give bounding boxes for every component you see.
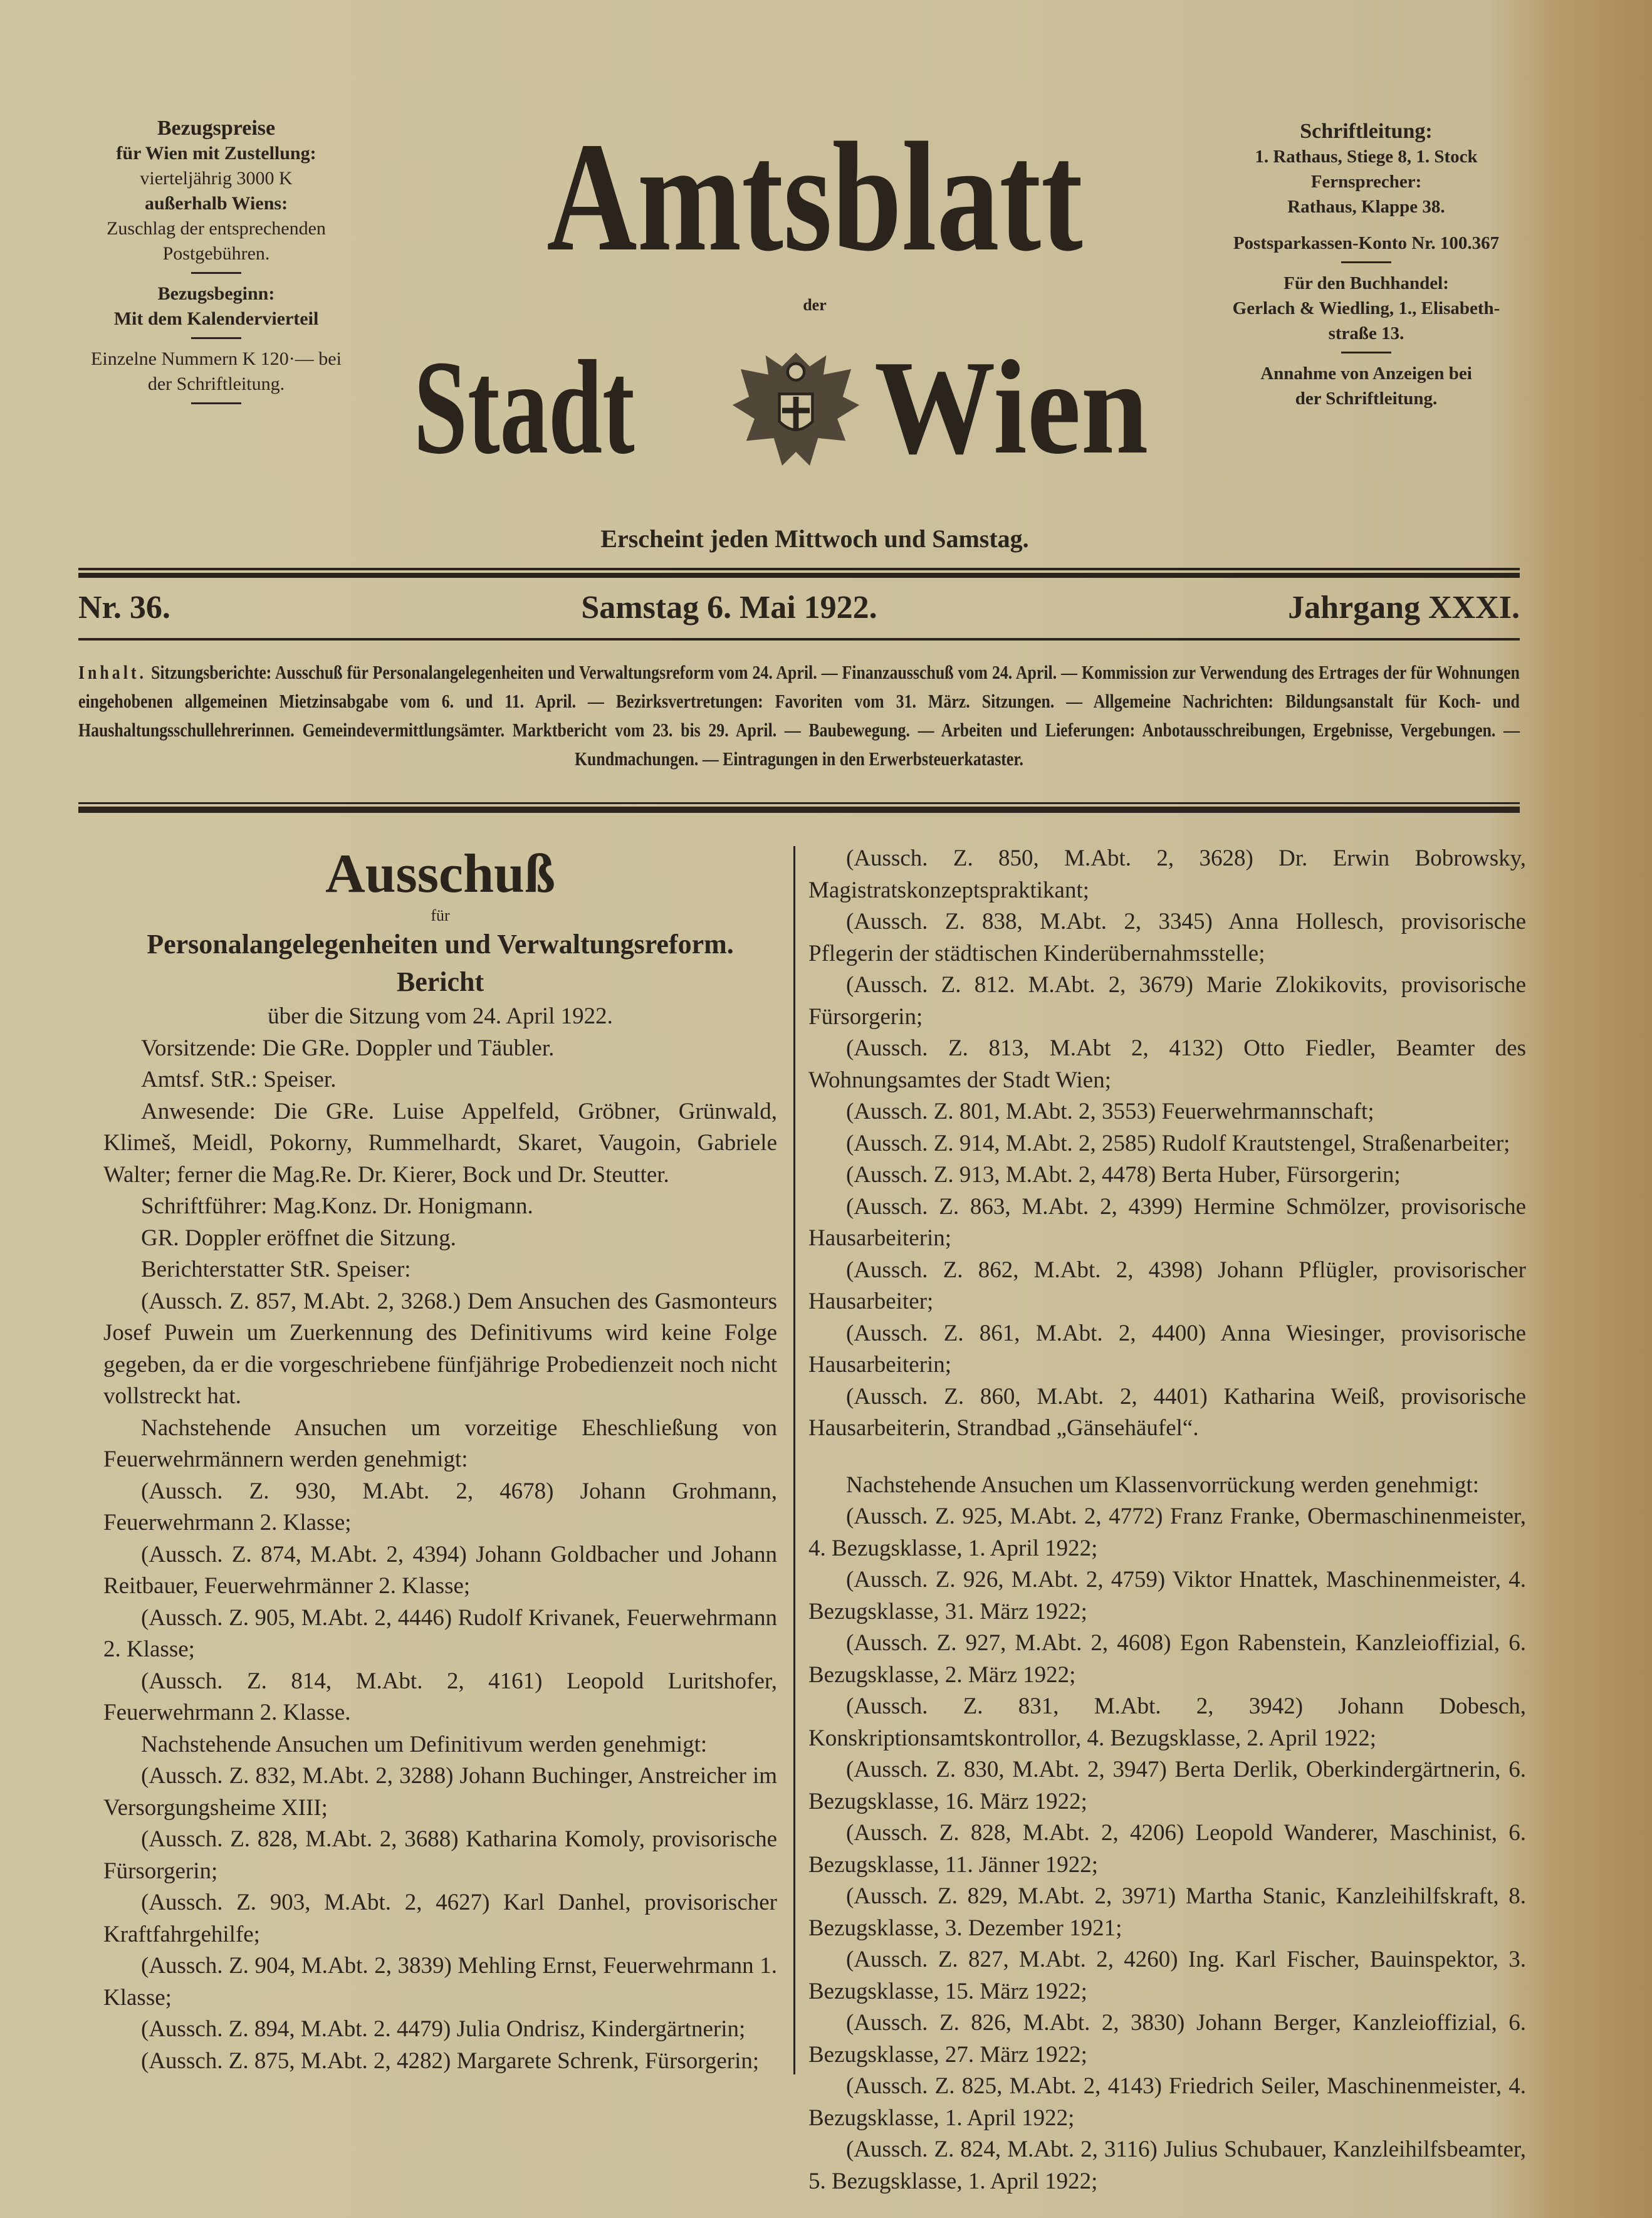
session-date: über die Sitzung vom 24. April 1922. [268,1003,613,1029]
paragraph: (Aussch. Z. 824, M.Abt. 2, 3116) Julius Schubauer, Kanzleihilfsbeamter, 5. Bezugsklasse, 1. April 1922; [808,2137,1526,2194]
editorial-line: straße 13. [1328,323,1404,343]
paragraph: Nachstehende Ansuchen um Klassenvorrückung werden genehmigt: [846,1472,1480,1498]
rule [78,573,1520,578]
vienna-eagle-crest-icon [727,342,865,479]
rule [78,807,1520,813]
editorial-line: der Schriftleitung. [1295,389,1438,409]
divider [191,337,241,339]
editorial-line: Fernsprecher: [1310,172,1422,192]
editorial-heading: Schriftleitung: [1300,120,1433,143]
editorial-info [1178,119,1554,411]
paragraph: (Aussch. Z. 850, M.Abt. 2, 3628) Dr. Erwin Bobrowsky, Magistratskonzeptspraktikant; [808,845,1526,903]
divider [1341,352,1391,353]
column-divider [793,846,795,2074]
paragraph: Vorsitzende: Die GRe. Doppler und Täubler. [141,1035,555,1061]
paragraph: (Aussch. Z. 903, M.Abt. 2, 4627) Karl Danhel, provisorischer Kraftfahrgehilfe; [103,1890,777,1947]
volume: Jahrgang XXXI. [1288,590,1520,625]
paragraph: Berichterstatter StR. Speiser: [141,1257,411,1282]
paragraph: (Aussch. Z. 860, M.Abt. 2, 4401) Katharina Weiß, provisorische Hausarbeiterin, Strandbad „Gänsehäufel“. [808,1383,1526,1441]
paragraph: (Aussch. Z. 832, M.Abt. 2, 3288) Johann Buchinger, Anstreicher im Versorgungsheime XIII; [103,1763,777,1821]
subscription-line: vierteljährig 3000 K [140,168,293,189]
contents-text: Sitzungsberichte: Ausschuß für Personalangelegenheiten und Verwaltungsreform vom 24. April. — Finanzausschuß vom 24. April. — Kommission zur Verwendung des Ertrages der für Wohnungen eingehobenen allgemeinen Mietzinsabgabe vom 6. und 11. April. — Bezirksvertretungen: Favoriten vom 31. März. Sitzungen. — Allgemeine Nachrichten: Bildungsanstalt für Koch- und Haushaltungsschullehrerinnen. Gemeindevermittlungsämter. Marktbericht vom 23. bis 29. April. — Baubewegung. — Arbeiten und Lieferungen: Anbotausschreibungen, Ergebnisse, Vergebungen. — Kundmachungen. — Eintragungen in den Erwerbsteuerkataster. [78,661,1520,770]
article-title: Ausschuß [325,844,555,904]
paragraph: (Aussch. Z. 875, M.Abt. 2, 4282) Margarete Schrenk, Fürsorgerin; [141,2048,760,2074]
paragraph: (Aussch. Z. 857, M.Abt. 2, 3268.) Dem Ansuchen des Gasmonteurs Josef Puwein um Zuerkennung des Definitivums wird keine Folge gegeben, da er die vorgeschriebene fünfjährige Probedienzeit noch nicht vollstreckt hat. [103,1288,777,1409]
paragraph: (Aussch. Z. 914, M.Abt. 2, 2585) Rudolf Krautstengel, Straßenarbeiter; [846,1130,1510,1156]
dateline [78,586,1520,630]
publication-schedule: Erscheint jeden Mittwoch und Samstag. [600,525,1029,553]
paragraph: (Aussch. Z. 930, M.Abt. 2, 4678) Johann Grohmann, Feuerwehrmann 2. Klasse; [103,1478,777,1535]
paragraph: (Aussch. Z. 863, M.Abt. 2, 4399) Hermine Schmölzer, provisorische Hausarbeiterin; [808,1193,1526,1251]
right-column [808,843,1526,2197]
subscription-heading: Bezugspreise [157,117,276,140]
paragraph: (Aussch. Z. 913, M.Abt. 2, 4478) Berta Huber, Fürsorgerin; [846,1162,1401,1188]
left-column [103,843,777,2077]
paragraph: (Aussch. Z. 814, M.Abt. 2, 4161) Leopold Luritshofer, Feuerwehrmann 2. Klasse. [103,1668,777,1725]
paragraph: (Aussch. Z. 826, M.Abt. 2, 3830) Johann Berger, Kanzleioffizial, 6. Bezugsklasse, 27. März 1922; [808,2010,1526,2068]
masthead-der: der [803,296,827,314]
paragraph: (Aussch. Z. 894, M.Abt. 2. 4479) Julia Ondrisz, Kindergärtnerin; [141,2016,746,2042]
masthead-title: Amtsblatt [546,110,1083,284]
article-title-fuer: für [431,906,450,924]
paragraph: (Aussch. Z. 812. M.Abt. 2, 3679) Marie Zlokikovits, provisorische Fürsorgerin; [808,972,1526,1030]
paragraph: (Aussch. Z. 813, M.Abt 2, 4132) Otto Fiedler, Beamter des Wohnungsamtes der Stadt Wien; [808,1035,1526,1093]
start-text: Mit dem Kalendervierteil [113,308,319,329]
left-paragraphs [103,1033,777,2078]
rule [78,638,1520,641]
editorial-line: Rathaus, Klappe 38. [1287,197,1445,217]
paragraph: (Aussch. Z. 828, M.Abt. 2, 4206) Leopold Wanderer, Maschinist, 6. Bezugsklasse, 11. Jänner 1922; [808,1820,1526,1878]
editorial-line: 1. Rathaus, Stiege 8, 1. Stock [1255,147,1478,167]
subscription-info [44,116,389,412]
paragraph: (Aussch. Z. 874, M.Abt. 2, 4394) Johann Goldbacher und Johann Reitbauer, Feuerwehrmänner 2. Klasse; [103,1541,777,1599]
paragraph: (Aussch. Z. 831, M.Abt. 2, 3942) Johann Dobesch, Konskriptionsamtskontrollor, 4. Bezugsklasse, 2. April 1922; [808,1693,1526,1751]
editorial-line: Annahme von Anzeigen bei [1260,364,1472,384]
masthead-stadt: Stadt [414,332,635,482]
paragraph: (Aussch. Z. 926, M.Abt. 2, 4759) Viktor Hnattek, Maschinenmeister, 4. Bezugsklasse, 31. März 1922; [808,1567,1526,1624]
paragraph: (Aussch. Z. 905, M.Abt. 2, 4446) Rudolf Krivanek, Feuerwehrmann 2. Klasse; [103,1604,777,1662]
divider [191,402,241,404]
rule [78,802,1520,804]
start-heading: Bezugsbeginn: [157,283,275,304]
subscription-line: Postgebühren. [162,243,270,264]
single-copy-line: der Schriftleitung. [147,374,285,394]
article-subtitle: Personalangelegenheiten und Verwaltungsreform. [147,929,734,960]
divider [191,272,241,274]
subscription-line: außerhalb Wiens: [144,193,288,214]
paragraph: (Aussch. Z. 861, M.Abt. 2, 4400) Anna Wiesinger, provisorische Hausarbeiterin; [808,1320,1526,1378]
divider [1341,261,1391,263]
subscription-line: für Wien mit Zustellung: [116,143,316,164]
paragraph: (Aussch. Z. 925, M.Abt. 2, 4772) Franz Franke, Obermaschinenmeister, 4. Bezugsklasse, 1. April 1922; [808,1504,1526,1561]
masthead-wien: Wien [874,332,1149,482]
paragraph: (Aussch. Z. 904, M.Abt. 2, 3839) Mehling Ernst, Feuerwehrmann 1. Klasse; [103,1953,777,2011]
paragraph: (Aussch. Z. 828, M.Abt. 2, 3688) Katharina Komoly, provisorische Fürsorgerin; [103,1826,777,1884]
paragraph: GR. Doppler eröffnet die Sitzung. [141,1225,456,1251]
paragraph: (Aussch. Z. 830, M.Abt. 2, 3947) Berta Derlik, Oberkindergärtnerin, 6. Bezugsklasse, 16. März 1922; [808,1757,1526,1814]
paragraph: Nachstehende Ansuchen um Definitivum werden genehmigt: [141,1731,708,1757]
article-report: Bericht [396,966,484,997]
single-copy-line: Einzelne Nummern K 120·— bei [91,348,342,369]
paragraph: (Aussch. Z. 825, M.Abt. 2, 4143) Friedrich Seiler, Maschinenmeister, 4. Bezugsklasse, 1. April 1922; [808,2073,1526,2131]
rule [78,568,1520,570]
editorial-line: Postsparkassen-Konto Nr. 100.367 [1233,233,1500,253]
issue-date: Samstag 6. Mai 1922. [581,590,877,625]
paragraph: (Aussch. Z. 927, M.Abt. 2, 4608) Egon Rabenstein, Kanzleioffizial, 6. Bezugsklasse, 2. März 1922; [808,1630,1526,1688]
paragraph: Nachstehende Ansuchen um vorzeitige Eheschließung von Feuerwehrmännern werden genehmigt: [103,1415,777,1472]
editorial-line: Für den Buchhandel: [1283,273,1449,293]
subscription-line: Zuschlag der entsprechenden [107,218,326,239]
contents-label: Inhalt. [78,661,147,683]
paragraph: (Aussch. Z. 827, M.Abt. 2, 4260) Ing. Karl Fischer, Bauinspektor, 3. Bezugsklasse, 15. März 1922; [808,1947,1526,2004]
editorial-line: Gerlach & Wiedling, 1., Elisabeth- [1232,298,1500,318]
issue-number: Nr. 36. [78,590,170,625]
paragraph: (Aussch. Z. 862, M.Abt. 2, 4398) Johann Pflügler, provisorischer Hausarbeiter; [808,1257,1526,1314]
paragraph: (Aussch. Z. 801, M.Abt. 2, 3553) Feuerwehrmannschaft; [846,1099,1374,1124]
paragraph: (Aussch. Z. 829, M.Abt. 2, 3971) Martha Stanic, Kanzleihilfskraft, 8. Bezugsklasse, 3. Dezember 1921; [808,1883,1526,1941]
table-of-contents [78,658,1520,773]
paragraph: (Aussch. Z. 838, M.Abt. 2, 3345) Anna Hollesch, provisorische Pflegerin der städtischen Kinderübernahmsstelle; [808,909,1526,966]
paragraph: Amtsf. StR.: Speiser. [141,1067,337,1092]
paragraph: Anwesende: Die GRe. Luise Appelfeld, Gröbner, Grünwald, Klimeš, Meidl, Pokorny, Rummelhardt, Skaret, Vaugoin, Gabriele Walter; ferner die Mag.Re. Dr. Kierer, Bock und Dr. Steutter. [103,1098,777,1188]
paragraph: Schriftführer: Mag.Konz. Dr. Honigmann. [141,1193,533,1219]
